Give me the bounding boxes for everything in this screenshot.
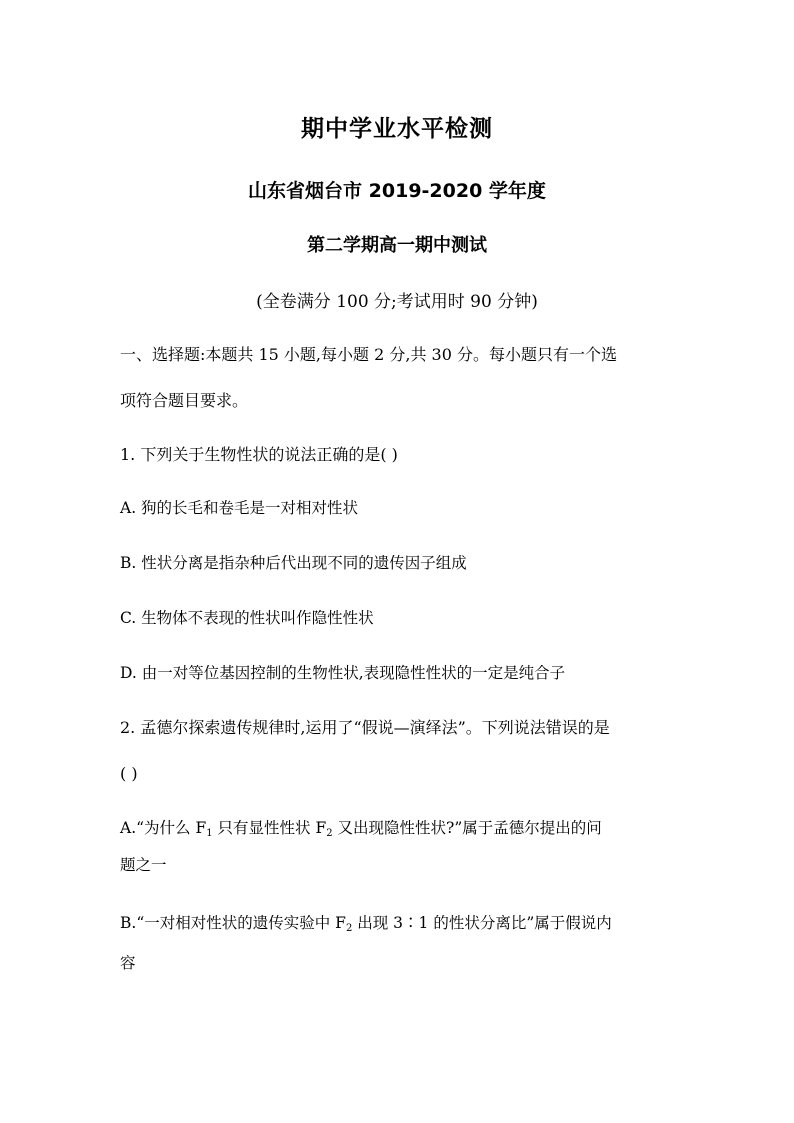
q2a-subscript-1: 1	[206, 828, 213, 839]
q2a-text-pre: A.“为什么 F	[120, 819, 207, 837]
question-2-option-b-line-2: 容	[120, 954, 136, 972]
page-title: 期中学业水平检测	[301, 116, 493, 142]
q2b-text-pre: B.“一对相对性状的遗传实验中 F	[120, 914, 346, 932]
q2a-subscript-2: 2	[326, 828, 333, 839]
q2a-text-post: 又出现隐性性状?”属于孟德尔提出的问	[332, 819, 602, 837]
school-year-title: 山东省烟台市 2019-2020 学年度	[248, 180, 546, 202]
question-1-stem: 1. 下列关于生物性状的说法正确的是( )	[120, 445, 398, 464]
question-1-option-c: C. 生物体不表现的性状叫作隐性性状	[120, 609, 374, 627]
section-instruction-line-1: 一、选择题:本题共 15 小题,每小题 2 分,共 30 分。每小题只有一个选	[120, 345, 617, 364]
question-2-stem-line-2: ( )	[120, 764, 138, 783]
q2b-text-post: 出现 3∶1 的性状分离比”属于假说内	[352, 914, 612, 932]
question-1-option-a: A. 狗的长毛和卷毛是一对相对性状	[120, 499, 359, 517]
question-2-stem-line-1: 2. 孟德尔探索遗传规律时,运用了“假说—演绎法”。下列说法错误的是	[120, 718, 610, 737]
exam-title: 第二学期高一期中测试	[307, 235, 487, 256]
question-1-option-b: B. 性状分离是指杂种后代出现不同的遗传因子组成	[120, 554, 467, 572]
section-instruction-line-2: 项符合题目要求。	[120, 391, 249, 410]
question-2-option-a-line-1	[120, 816, 680, 846]
q2b-subscript: 2	[345, 923, 353, 934]
question-2-option-b-line-1	[120, 911, 680, 941]
exam-note: (全卷满分 100 分;考试用时 90 分钟)	[256, 292, 538, 312]
q2a-text-mid: 只有显性性状 F	[212, 819, 327, 837]
question-1-option-d: D. 由一对等位基因控制的生物性状,表现隐性性状的一定是纯合子	[120, 664, 566, 682]
question-2-option-a-line-2: 题之一	[120, 856, 167, 874]
